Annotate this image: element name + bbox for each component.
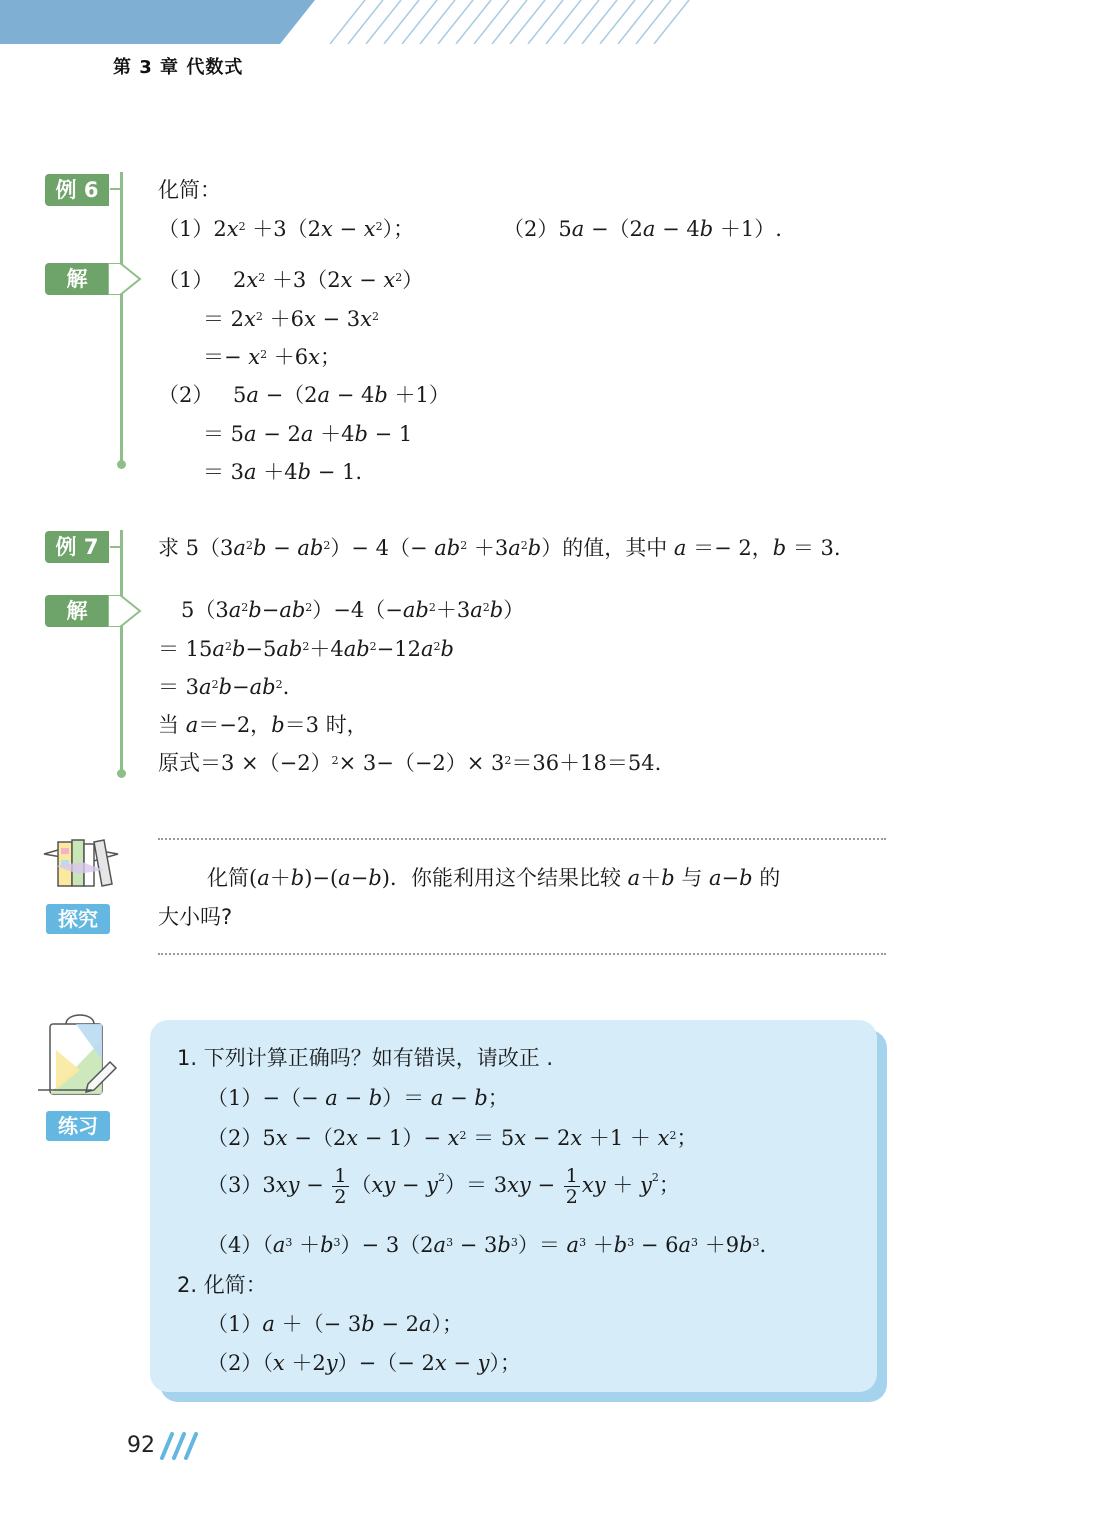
explore-text-line-2: 大小吗? [158,905,233,929]
books-icon [42,836,120,892]
explore-divider-top [158,838,886,840]
notebook-pencil-icon [36,1010,120,1100]
solution-arrow-icon [108,263,142,295]
example6-prompt: 化简： [158,178,221,202]
practice-item-1: 1. 下列计算正确吗？如有错误，请改正 . [177,1046,554,1070]
example7-tick [110,546,122,548]
fraction-one-half: $\frac{1}{2}$ [565,1165,578,1208]
practice-item-2: 2. 化简： [177,1273,267,1297]
example6-rail [120,172,123,464]
page-number: 92 [127,1433,155,1458]
example7-line-2: ＝ $15a^2b-5ab^2+4ab^2-12a^2b$ [158,637,454,661]
example7-line-3: ＝ $3a^2b-ab^2$. [158,675,290,699]
example6-s2-line-1: 5a −（2a − 4b ＋1） [233,383,450,407]
example7-result: 原式$=3 \times(-2)^2\times 3-(-2)\times 3^2=36+18=54$. [158,751,662,775]
practice-item-1-part-4: $(4)(a^3 +b^3)- 3(2a^3 - 3b^3)= a^3 +b^3 - 6a^3 +9b^3$. [207,1233,767,1257]
example6-s2-label: （2） [158,383,214,407]
practice-item-1-part-1: （1）−（− a − b）＝ a − b； [207,1086,509,1110]
example6-question-2: （2）5a −（2a − 4b ＋1）. [503,217,782,241]
example7-prompt: 求 $5(3a^2b - ab^2)- 4(- ab^2 +3a^2b)$的值，其中 a ＝− 2，b ＝ 3. [158,536,841,560]
explore-text-line-1: 化简(a＋b)−(a−b)．你能利用这个结果比较 a＋b 与 a−b 的 [207,866,781,890]
example7-when: 当 a＝−2，b＝3 时， [158,713,368,737]
example7-solution-tag: 解 [45,595,109,627]
page-number-slashes-icon [158,1432,198,1460]
example6-s1-line-1: $2x^2 +3(2x - x^2)$ [233,268,424,292]
header-band [0,0,1093,44]
explore-tag: 探究 [46,904,110,934]
explore-divider-bottom [158,953,886,955]
example6-rail-end [117,460,126,469]
practice-tag: 练习 [46,1111,110,1141]
example6-s1-label: （1） [158,268,214,292]
example6-s2-line-3: ＝ 3a ＋4b − 1. [203,460,363,484]
example6-solution-tag: 解 [45,263,109,295]
practice-item-1-part-2: $(2)5x -(2x - 1)- x^2 = 5x - 2x +1 + x^2$； [207,1126,698,1150]
fraction-one-half: $\frac{1}{2}$ [334,1165,347,1208]
practice-item-2-part-2: （2）（x ＋2y）−（− 2x − y）； [207,1351,522,1375]
example6-s2-line-2: ＝ 5a − 2a ＋4b − 1 [203,422,413,446]
example6-tick [110,188,122,190]
example6-question-1: $(1)2x^2 +3(2x - x^2)$； [158,217,415,241]
example6-s1-line-3: ＝− $x^2 +6x$； [203,345,342,369]
chapter-title: 第 3 章 代数式 [113,57,244,78]
practice-item-2-part-1: （1）a ＋（− 3b − 2a）； [207,1312,464,1336]
example7-rail-end [117,769,126,778]
example6-s1-line-2: ＝ $2x^2 +6x - 3x^2$ [203,307,379,331]
example7-tag: 例 7 [45,531,109,563]
example7-rail [120,530,123,772]
practice-item-1-part-3: （3）3xy − $\frac{1}{2}$ $(xy - y^2)= 3xy$ − $\frac{1}{2}$ xy ＋ $y^2$； [207,1165,680,1208]
example6-tag: 例 6 [45,174,109,206]
solution-arrow-icon [108,595,142,627]
example7-line-1: $5(3a^2b-ab^2)-4(-ab^2+3a^2b)$ [181,598,525,622]
